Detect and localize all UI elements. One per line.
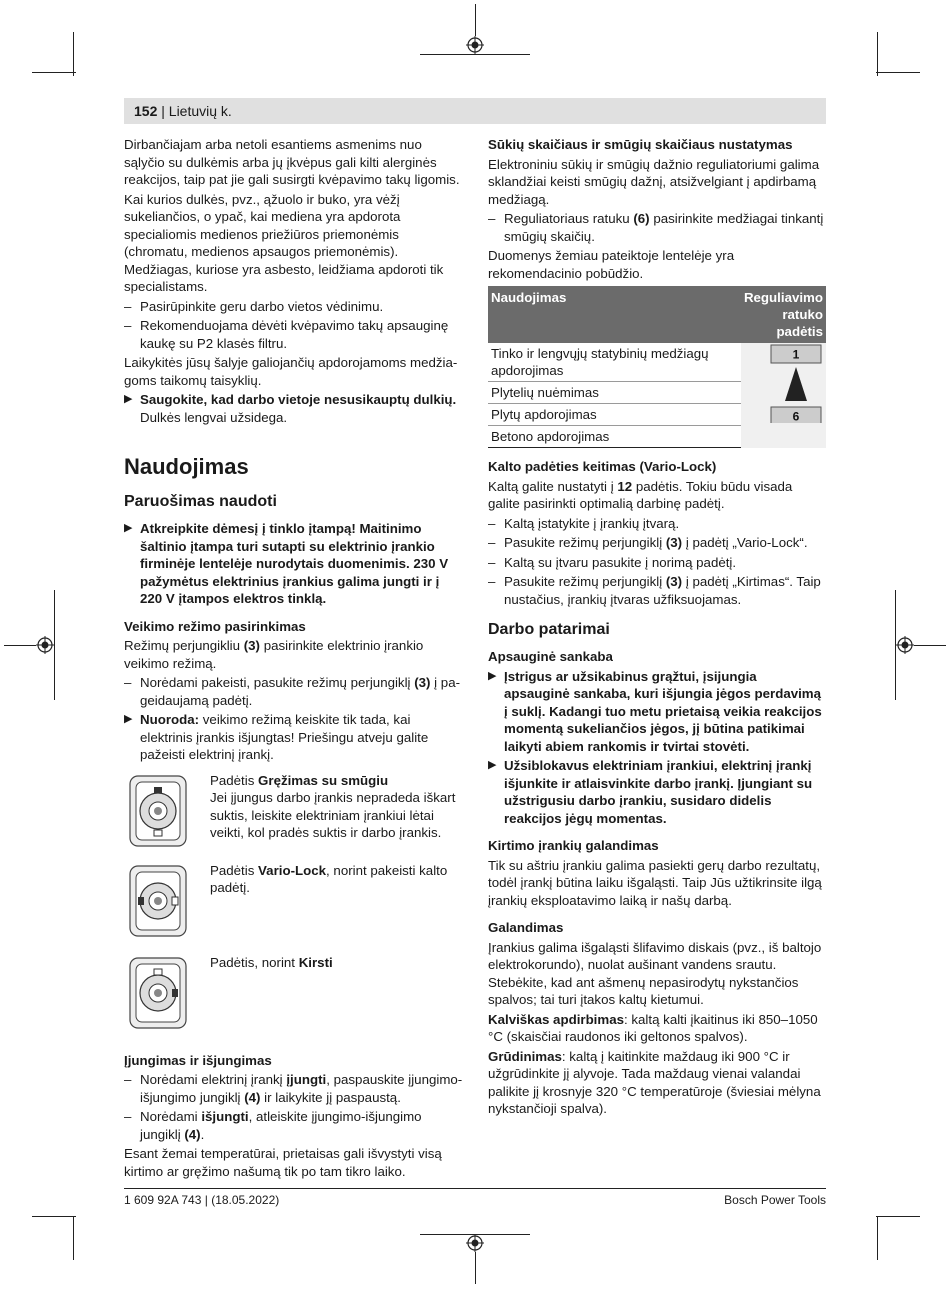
list-item: – Pasukite režimų perjungiklį (3) į padėtį „Kirtimas“. Taip nustačius, įrankių įtvaras užfiksuojamas. bbox=[488, 573, 826, 608]
recommendation-table bbox=[488, 286, 826, 448]
subsection-title: Paruošimas naudoti bbox=[124, 493, 277, 510]
crop-mark bbox=[32, 72, 76, 73]
language-label: Lietuvių k. bbox=[168, 103, 232, 119]
table-cell: Tinko ir lengvųjų statybinių medžiagų apdorojimas bbox=[488, 343, 741, 382]
crop-mark bbox=[914, 645, 946, 646]
paragraph: Laikykitės jūsų šalyje galiojančių apdorojamoms medžiagoms taikomų taisyklių. bbox=[124, 355, 458, 388]
arrow-icon: ▶ bbox=[124, 713, 133, 725]
arrow-icon: ▶ bbox=[124, 522, 133, 534]
subheading: Sūkių skaičiaus ir smūgių skaičiaus nustatymas bbox=[488, 137, 793, 152]
subsection-title: Darbo patarimai bbox=[488, 621, 610, 638]
warning-item: ▶ Saugokite, kad darbo vietoje nesusikauptų dulkių. Dulkės lengvai užsidega. bbox=[124, 392, 457, 425]
page-number: 152 bbox=[134, 103, 158, 119]
crop-mark bbox=[475, 1252, 476, 1284]
list-item: – Norėdami pakeisti, pasukite režimų perjungiklį (3) į pageidaujamą padėtį. bbox=[124, 674, 464, 709]
subheading: Kalto padėties keitimas (Vario-Lock) bbox=[488, 459, 717, 474]
list-item: – Rekomenduojama dėvėti kvėpavimo takų apsauginę kaukę su P2 klasės filtru. bbox=[124, 317, 464, 352]
crop-mark bbox=[876, 1216, 920, 1217]
crop-mark bbox=[420, 54, 530, 55]
crop-mark bbox=[895, 590, 896, 700]
crop-mark bbox=[877, 1216, 878, 1260]
crop-mark bbox=[420, 1234, 530, 1235]
list-item: – Norėdami elektrinį įrankį įjungti, paspauskite įjungimo-išjungimo jungiklį (4) ir laikykite jį paspaustą. bbox=[124, 1071, 464, 1106]
paragraph: Įrankius galima išgaląsti šlifavimo diskais (pvz., iš baltojo elektrokorundo), nuolat aušinant vandens srautu. Stebėkite, kad ant ašmenų nepasirodytų nykstančios spalvos; tai turi įtakos kaltų kietumui. bbox=[488, 939, 822, 1007]
crop-mark bbox=[73, 32, 74, 76]
subheading: Įjungimas ir išjungimas bbox=[124, 1052, 272, 1068]
dial-min-label: 1 bbox=[792, 347, 800, 362]
page-header: 152 | Lietuvių k. bbox=[134, 103, 232, 119]
section-title: Naudojimas bbox=[124, 454, 249, 479]
registration-mark-icon bbox=[466, 1234, 484, 1252]
table-header: Reguliavimo ratuko padėtis bbox=[741, 286, 826, 343]
table-cell: Betono apdorojimas bbox=[488, 426, 741, 448]
warning-item: ▶ Užsiblokavus elektriniam įrankiui, elektrinį įrankį išjunkite ir atlaisvinkite darbo įrankį. Įjungiant su užstrigusiu darbo įrankiu, susidaro didelis reakcijos jėgų momentas. bbox=[488, 758, 813, 826]
table-cell: Plytelių nuėmimas bbox=[488, 382, 741, 404]
footer-divider bbox=[124, 1188, 826, 1189]
footer-doc-number: 1 609 92A 743 | (18.05.2022) bbox=[124, 1193, 280, 1207]
subheading: Apsauginė sankaba bbox=[488, 649, 613, 664]
list-item: – Pasukite režimų perjungiklį (3) į padėtį „Vario-Lock“. bbox=[488, 534, 826, 552]
table-header: Naudojimas bbox=[488, 286, 741, 343]
chisel-mode-icon bbox=[128, 954, 188, 1032]
subheading: Galandimas bbox=[488, 920, 564, 935]
arrow-icon: ▶ bbox=[124, 393, 133, 405]
registration-mark-icon bbox=[896, 636, 914, 654]
arrow-icon: ▶ bbox=[488, 669, 497, 682]
list-item: – Reguliatoriaus ratuku (6) pasirinkite medžiagai tinkantį smūgių skaičių. bbox=[488, 210, 826, 245]
paragraph: Kalviškas apdirbimas: kaltą kalti įkaitinus iki 850–1050 °C (skaisčiai raudonos iki geltonos spalvos). bbox=[488, 1011, 818, 1044]
subheading: Veikimo režimo pasirinkimas bbox=[124, 618, 306, 634]
paragraph: Grūdinimas: kaltą į kaitinkite maždaug iki 900 °C ir užgrūdinkite jį alyvoje. Tada maždaug vienai valandai palikite jį krosnyje 320 °C temperatūroje (šviesiai mėlyna nykstančioji spalva). bbox=[488, 1048, 821, 1116]
list-item: – Norėdami išjungti, atleiskite įjungimo-išjungimo jungiklį (4). bbox=[124, 1108, 464, 1143]
crop-mark bbox=[475, 4, 476, 36]
mode-hammer-drilling bbox=[124, 772, 464, 862]
crop-mark bbox=[54, 590, 55, 700]
table-row bbox=[488, 343, 826, 382]
crop-mark bbox=[32, 1216, 76, 1217]
registration-mark-icon bbox=[466, 36, 484, 54]
mode-description: Padėtis Gręžimas su smūgiu Jei įjungus darbo įrankis nepradeda iškart suktis, leiskite elektriniam įrankiui lėtai veikti, kol pradės suktis ir darbo įrankis. bbox=[210, 772, 456, 840]
left-column bbox=[124, 136, 464, 1182]
mode-description: Padėtis Vario-Lock, norint pakeisti kalto padėtį. bbox=[210, 862, 448, 895]
arrow-icon: ▶ bbox=[488, 759, 497, 771]
list-item: – Pasirūpinkite geru darbo vietos vėdinimu. bbox=[124, 298, 464, 316]
note-item: ▶ Nuoroda: veikimo režimą keiskite tik tada, kai elektrinis įrankis išjungtas! Priešingu atveju galite pažeisti elektrinį įrankį. bbox=[124, 712, 429, 762]
paragraph: Kai kurios dulkės, pvz., ąžuolo ir buko, yra vėžį sukeliančios, o ypač, kai mediena yra apdorota specialiomis medienos priežiūros priemonėmis (chromatu, medienos apsaugos priemonėmis). Medžiagas, kuriose yra asbesto, leidžiama apdoroti tik specialistams. bbox=[124, 191, 444, 294]
warning-item: ▶ Atkreipkite dėmesį į tinklo įtampą! Maitinimo šaltinio įtampa turi sutapti su elektrinio įrankio firminėje lentelėje nurodytais duomenimis. 230 V pažymėtus elektrinius įrankius galima jungti ir į 220 V įtampos elektros tinklą. bbox=[124, 521, 449, 606]
paragraph: Esant žemai temperatūrai, prietaisas gali išvystyti visą kirtimo ar gręžimo našumą tik po tam tikro laiko. bbox=[124, 1146, 442, 1179]
paragraph: Režimų perjungikliu (3) pasirinkite elektrinio įrankio veikimo režimą. bbox=[124, 638, 424, 671]
warning-item: ▶ Įstrigus ar užsikabinus grąžtui, įsijungia apsauginė sankaba, kuri išjungia jėgos perdavimą į suklį. Kadangi tuo metu prietaisą veikia reakcijos momentą sukeliančios jėgos, jį būtina patikimai laikyti abiem rankomis ir tvirtai stovėti. bbox=[488, 668, 822, 754]
table-header-row bbox=[488, 286, 826, 343]
mode-chiselling bbox=[124, 954, 464, 1046]
right-column bbox=[488, 136, 826, 1120]
crop-mark bbox=[876, 72, 920, 73]
paragraph: Dirbančiajam arba netoli esantiems asmenims nuo sąlyčio su dulkėmis arba jų įkvėpus gali kilti alerginės reakcijos, taip pat jie gali susirgti kvėpavimo takų ligomis. bbox=[124, 137, 460, 187]
paragraph: Tik su aštriu įrankiu galima pasiekti gerų darbo rezultatų, todėl įrankį būtina laiku išgaląsti. Taip Jūs užtikrinsite ilgą įrankių eksploatavimo laiką ir našų darbą. bbox=[488, 857, 822, 908]
footer-brand: Bosch Power Tools bbox=[724, 1193, 826, 1207]
paragraph: Elektroniniu sūkių ir smūgių dažnio reguliatoriumi galima sklandžiai keisti smūgių dažnį, atsižvelgiant į apdirbamą medžiagą. bbox=[488, 156, 820, 207]
subheading: Kirtimo įrankių galandimas bbox=[488, 838, 659, 853]
list-item: – Kaltą su įtvaru pasukite į norimą padėtį. bbox=[488, 554, 826, 572]
table-cell: Plytų apdorojimas bbox=[488, 404, 741, 426]
crop-mark bbox=[877, 32, 878, 76]
paragraph: Duomenys žemiau pateiktoje lentelėje yra rekomendacinio pobūdžio. bbox=[488, 248, 735, 281]
vario-lock-mode-icon bbox=[128, 862, 188, 940]
mode-description: Padėtis, norint Kirsti bbox=[210, 954, 333, 970]
registration-mark-icon bbox=[36, 636, 54, 654]
list-item: – Kaltą įstatykite į įrankių įtvarą. bbox=[488, 515, 826, 533]
crop-mark bbox=[73, 1216, 74, 1260]
hammer-drill-mode-icon bbox=[128, 772, 188, 850]
dial-max-label: 6 bbox=[792, 409, 800, 423]
dial-setting-cell bbox=[741, 343, 826, 448]
dial-range-graphic bbox=[741, 343, 825, 423]
mode-vario-lock bbox=[124, 862, 464, 954]
crop-mark bbox=[4, 645, 36, 646]
paragraph: Kaltą galite nustatyti į 12 padėtis. Tokiu būdu visada galite pasirinkti optimalią darbinę padėtį. bbox=[488, 478, 793, 511]
